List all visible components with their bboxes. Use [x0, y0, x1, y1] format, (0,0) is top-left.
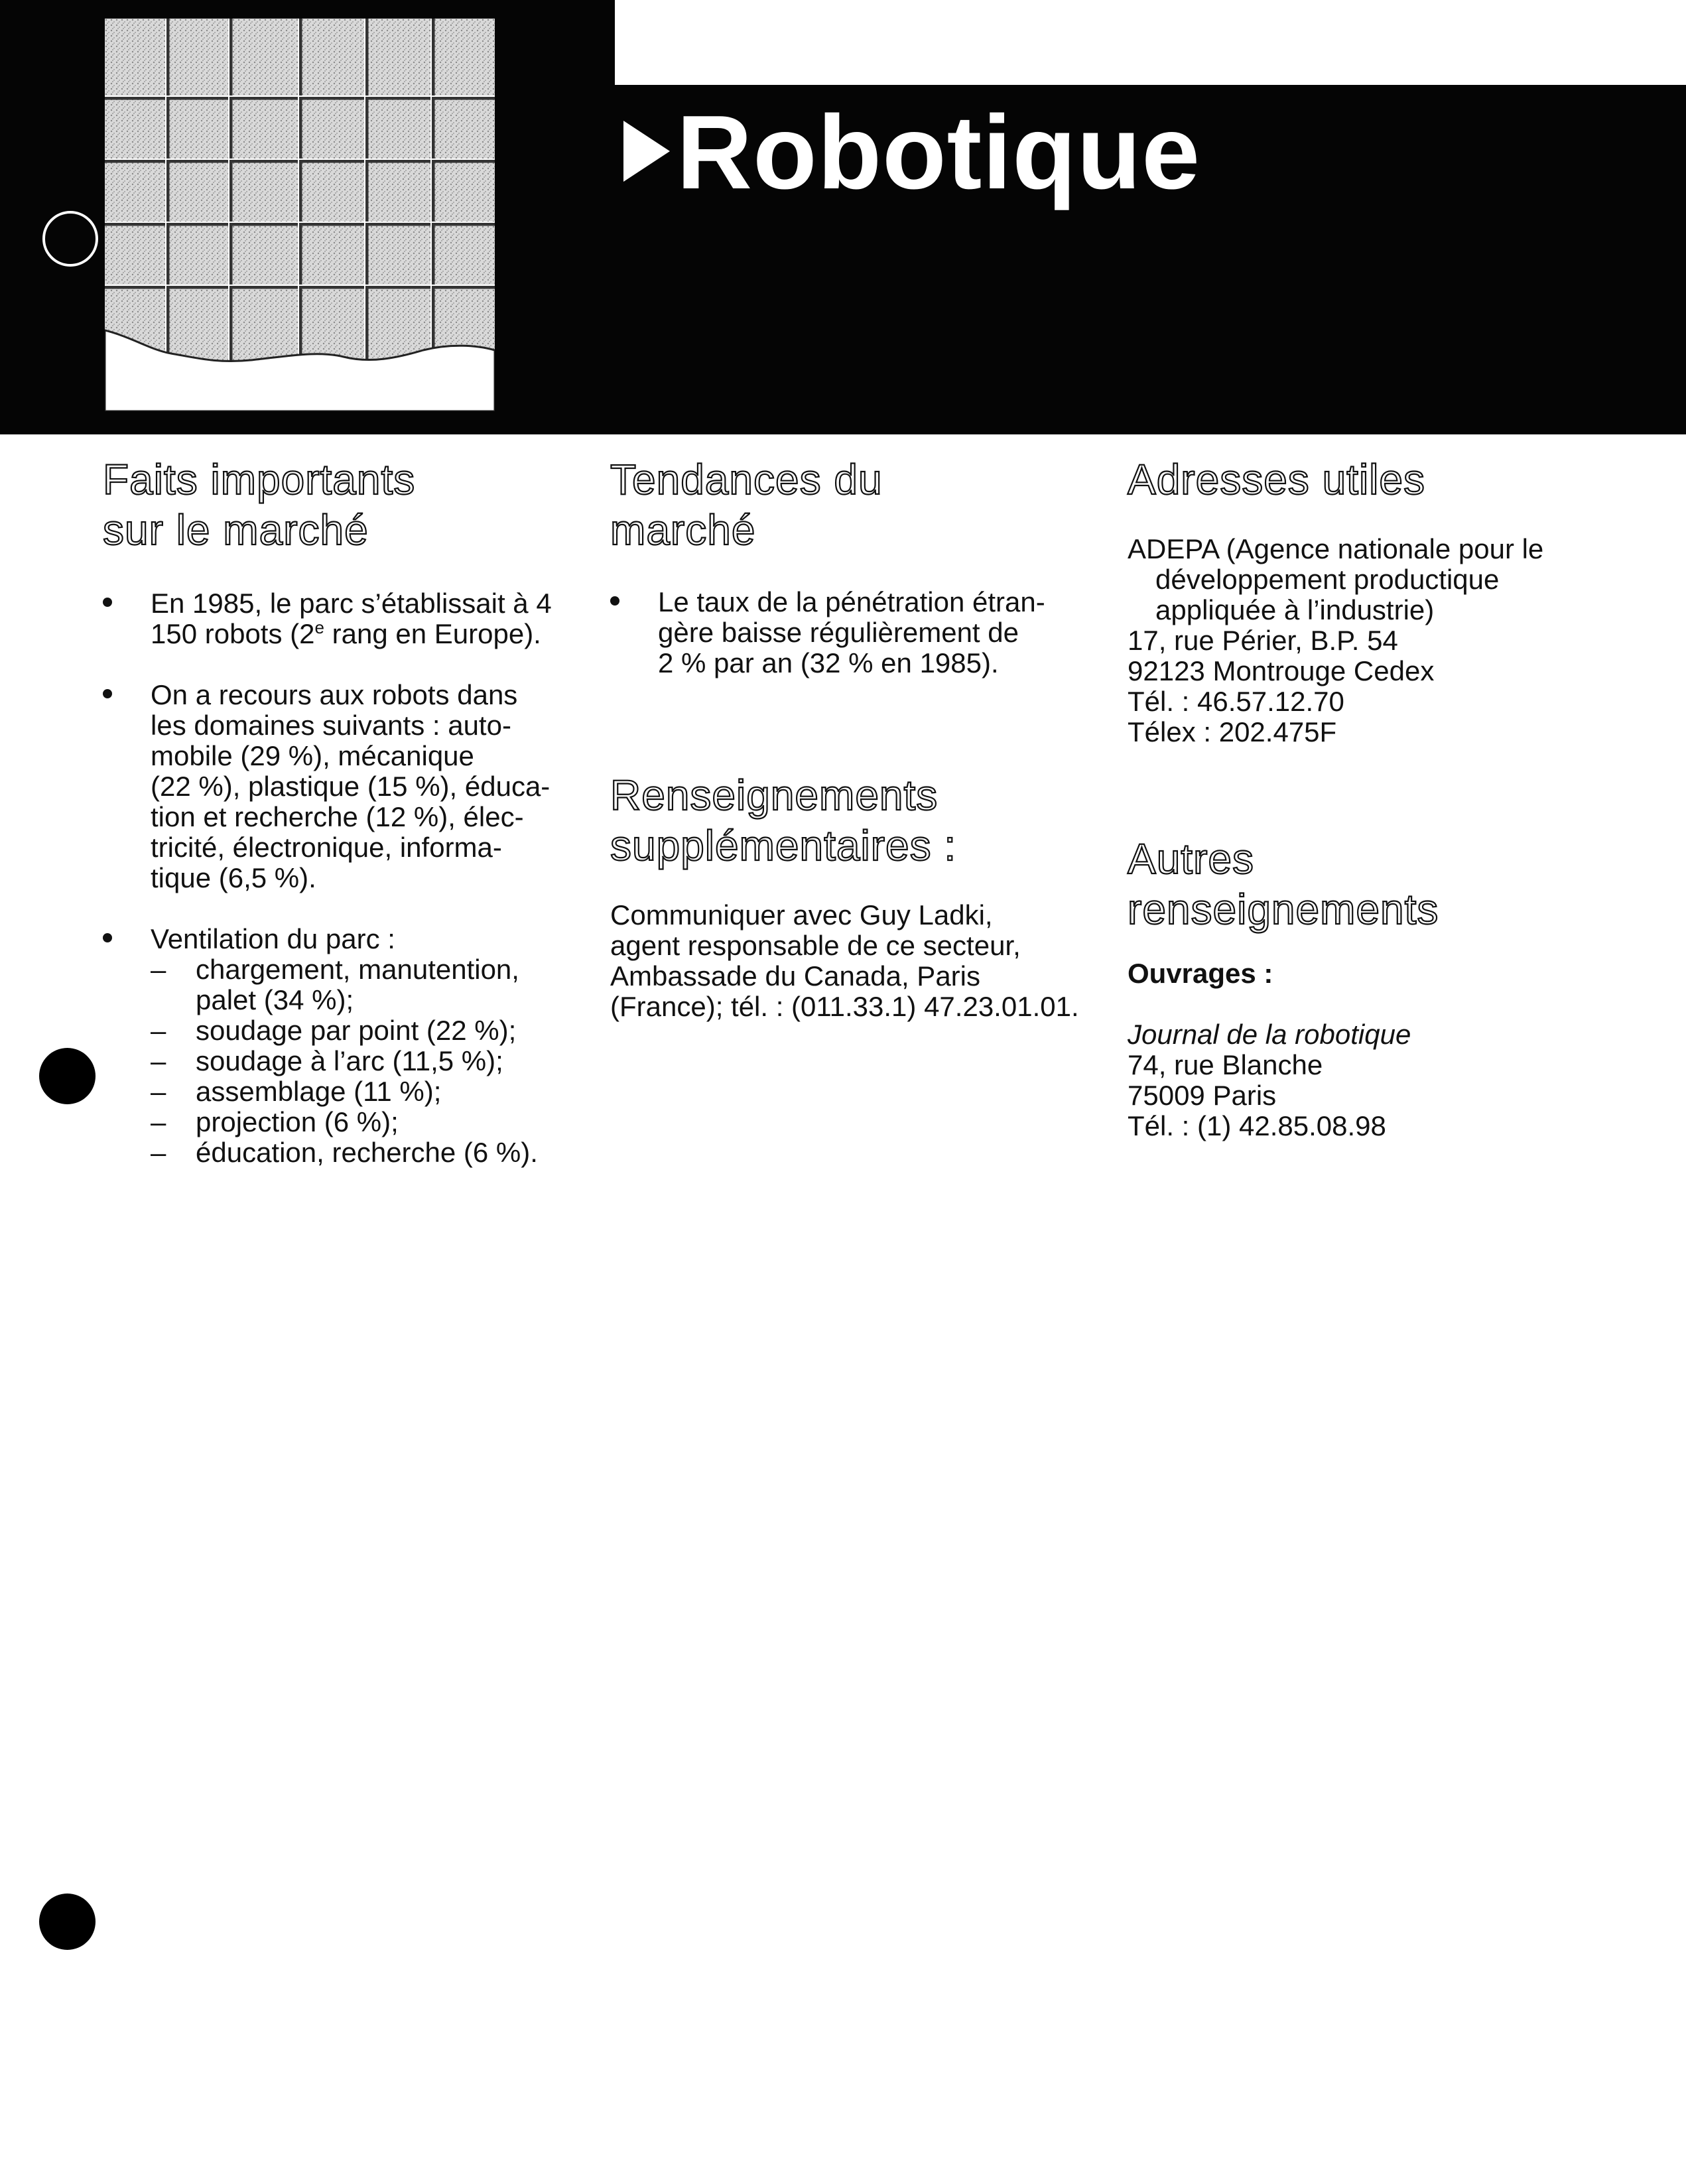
- tile-wall-graphic: [105, 19, 495, 411]
- section-heading-additional-info: [610, 770, 1101, 871]
- triangle-arrow-icon: [623, 121, 670, 182]
- page-title: [623, 86, 1200, 219]
- page-title-text: Robotique: [677, 94, 1201, 211]
- bullet-icon: [103, 598, 112, 607]
- heading-line: supplémentaires :: [610, 822, 957, 869]
- heading-line: marché: [610, 506, 756, 554]
- heading-line: Tendances du: [610, 456, 883, 503]
- journal-reference: Journal de la robotique 74, rue Blanche 75009 Paris Tél. : (1) 42.85.08.98: [1128, 1019, 1652, 1141]
- list-item: [610, 587, 1101, 678]
- sub-list-item: – soudage à l’arc (11,5 %);: [151, 1045, 503, 1076]
- sub-list-item: – projection (6 %);: [151, 1106, 399, 1137]
- key-facts-list: [103, 588, 580, 1168]
- bullet-text: Le taux de la pénétration étran- gère baisse régulièrement de 2 % par an (32 % en 1985).: [658, 586, 1045, 678]
- heading-line: Renseignements: [610, 771, 939, 819]
- bullet-text: Ventilation du parc :: [151, 923, 395, 954]
- heading-line: Adresses utiles: [1128, 456, 1425, 503]
- list-item: [103, 924, 580, 1168]
- publications-label: Ouvrages :: [1128, 958, 1273, 989]
- fleet-breakdown-list: [151, 954, 580, 1168]
- sub-list-item: – chargement, manutention, palet (34 %);: [151, 954, 519, 1015]
- journal-title: Journal de la robotique: [1128, 1019, 1411, 1050]
- section-heading-other-info: [1128, 834, 1652, 934]
- section-heading-useful-addresses: [1128, 454, 1652, 505]
- heading-line: sur le marché: [103, 506, 369, 554]
- column-key-facts: [103, 454, 580, 1168]
- list-item: [103, 680, 580, 893]
- column-addresses: [1128, 454, 1652, 1141]
- header-tile-illustration: [105, 19, 495, 411]
- adepa-address: ADEPA (Agence nationale pour le développement productique appliquée à l’industrie) 17, rue Périer, B.P. 54 92123 Montrouge Cedex Tél. : 46.57.12.70 Télex : 202.475F: [1128, 533, 1544, 747]
- sub-list-item: – assemblage (11 %);: [151, 1076, 442, 1107]
- header-white-notch: [615, 0, 1686, 85]
- list-item: [103, 588, 580, 649]
- section-heading-trends: [610, 454, 1101, 555]
- punch-hole: [39, 1894, 96, 1950]
- contact-paragraph: Communiquer avec Guy Ladki, agent responsable de ce secteur, Ambassade du Canada, Paris (France); tél. : (011.33.1) 47.23.01.01.: [610, 899, 1079, 1022]
- bullet-icon: [610, 596, 619, 606]
- heading-line: renseignements: [1128, 885, 1439, 933]
- bullet-icon: [103, 933, 112, 942]
- section-heading-key-facts: [103, 454, 580, 555]
- bullet-icon: [103, 689, 112, 698]
- heading-line: Autres: [1128, 835, 1254, 883]
- sub-list-item: – éducation, recherche (6 %).: [151, 1137, 538, 1168]
- sub-list-item: – soudage par point (22 %);: [151, 1015, 517, 1046]
- punch-hole: [39, 1048, 96, 1104]
- bullet-text: On a recours aux robots dans les domaines suivants : auto- mobile (29 %), mécanique (22 %), plastique (15 %), éduca- tion et recherche (12 %), élec- tricité, électronique, informa- tique (6,5 %).: [151, 679, 551, 893]
- heading-line: Faits importants: [103, 456, 416, 503]
- trends-list: [610, 587, 1101, 678]
- punch-hole-outline: [42, 211, 98, 267]
- bullet-text: En 1985, le parc s’établissait à 4 150 robots (2e rang en Europe).: [151, 588, 552, 649]
- column-trends: [610, 454, 1101, 1022]
